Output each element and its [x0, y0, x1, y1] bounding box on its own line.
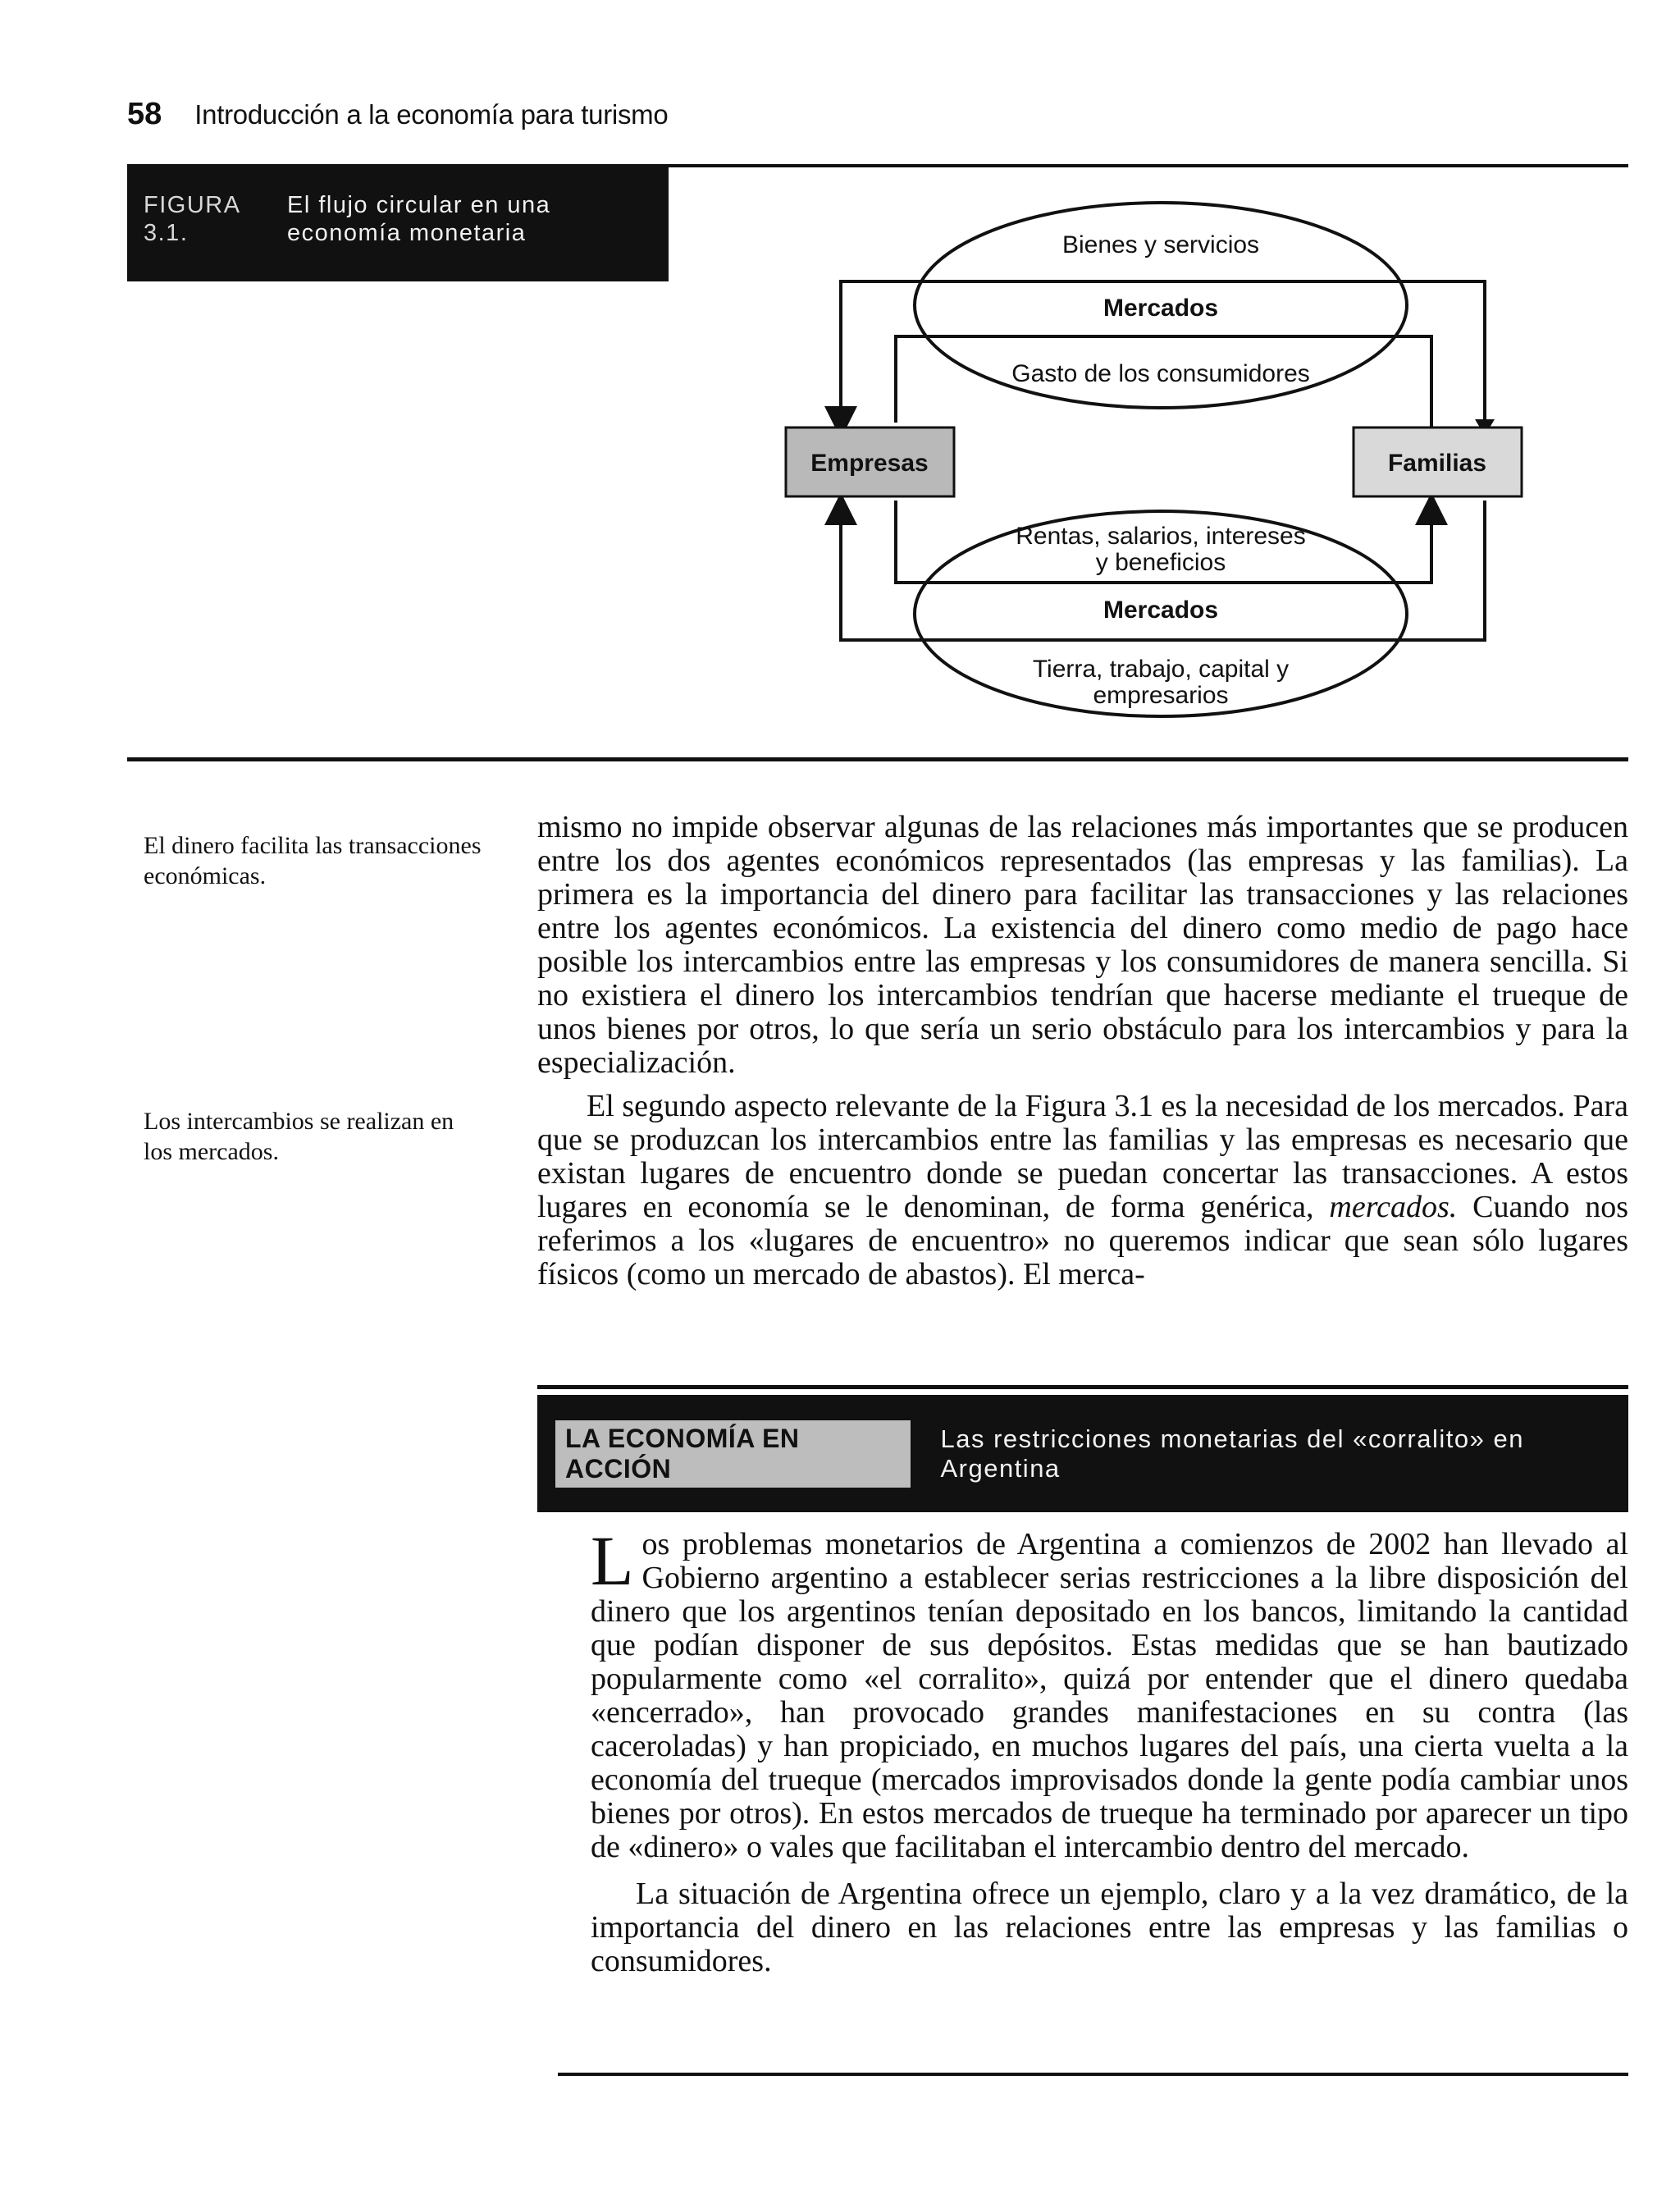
flow-goods-label: Bienes y servicios: [1061, 231, 1260, 258]
figure-bottom-rule: [127, 757, 1628, 761]
flow-factors-label-line2: empresarios: [1093, 682, 1229, 709]
running-title: Introducción a la economía para turismo: [194, 99, 669, 130]
box-bottom-rule: [558, 2073, 1628, 2076]
flow-income-label-line2: y beneficios: [1095, 549, 1226, 576]
box-top-rule: [537, 1385, 1628, 1389]
figure-title: El flujo circular en una economía monetaria: [287, 192, 551, 246]
emphasis-term: mercados.: [1329, 1190, 1458, 1224]
flow-spending-label: Gasto de los consumidores: [1011, 360, 1310, 387]
paragraph: La situación de Argentina ofrece un ejemplo, claro y a la vez dramático, de la importancia del dinero en las relaciones entre las empresas y las familias o consumidores.: [591, 1877, 1628, 1978]
margin-note-money: El dinero facilita las transacciones económicas.: [144, 832, 482, 889]
flow-spending-line: [896, 336, 1431, 447]
box-title: Las restricciones monetarias del «corralito» en Argentina: [940, 1424, 1524, 1483]
running-header: [127, 97, 668, 138]
box-tag: LA ECONOMÍA EN ACCIÓN: [555, 1420, 911, 1488]
page-number: 58: [127, 97, 162, 131]
bottom-market-label: Mercados: [1102, 597, 1219, 624]
figure-label: FIGURA 3.1.: [144, 192, 240, 246]
paragraph: Los problemas monetarios de Argentina a comienzos de 2002 han llevado al Gobierno argentino a establecer serias restricciones a la libre disposición del dinero que los argentinos tenían depositado en los bancos, limitando la cantidad que podían disponer de sus depósitos. Estas medidas que se han bautizado popularmente como «el corralito», quizá por entender que el dinero quedaba «encerrado», han provocado grandes manifestaciones en su contra (las caceroladas) y han propiciado, en muchos lugares del país, una cierta vuelta a la economía del trueque (mercados improvisados donde la gente podía cambiar unos bienes por otros). En estos mercados de trueque ha terminado por aparecer un tipo de «dinero» o vales que facilitaban el intercambio dentro del mercado.: [591, 1521, 1628, 1864]
figure-caption: [127, 167, 669, 281]
paragraph: mismo no impide observar algunas de las relaciones más importantes que se producen entre los dos agentes económicos representados (las empresas y las familias). La primera es la importancia del dinero para facilitar las transacciones y las relaciones entre los agentes económicos. La existencia del dinero como medio de pago hace posible los intercambios entre las empresas y los consumidores de manera sencilla. Si no existiera el dinero los intercambios tendrían que hacerse mediante el trueque de unos bienes por otros, lo que sería un serio obstáculo para los intercambios y para la especialización.: [537, 810, 1628, 1080]
paragraph: El segundo aspecto relevante de la Figura 3.1 es la necesidad de los mercados. Para que se produzcan los intercambios entre las familias y las empresas es necesario que existan lugares de encuentro donde se puedan concertar las transacciones. A estos lugares en economía se le denominan, de forma genérica, mercados. Cuando nos referimos a los «lugares de encuentro» no queremos indicar que sean sólo lugares físicos (como un mercado de abastos). El merca-: [537, 1089, 1629, 1292]
box-banner: [537, 1395, 1628, 1512]
box-body-text: [591, 1521, 1628, 1978]
margin-note-markets: Los intercambios se realizan en los mercados.: [144, 1108, 454, 1165]
familias-label: Familias: [1387, 450, 1487, 477]
main-body-text: [537, 811, 1628, 1292]
flow-factors-label-line1: Tierra, trabajo, capital y: [1032, 656, 1290, 683]
drop-cap: L: [591, 1521, 634, 1600]
circular-flow-diagram: [771, 185, 1616, 743]
flow-income-label-line1: Rentas, salarios, intereses: [1016, 523, 1306, 550]
empresas-label: Empresas: [810, 450, 929, 477]
top-market-label: Mercados: [1102, 295, 1219, 322]
